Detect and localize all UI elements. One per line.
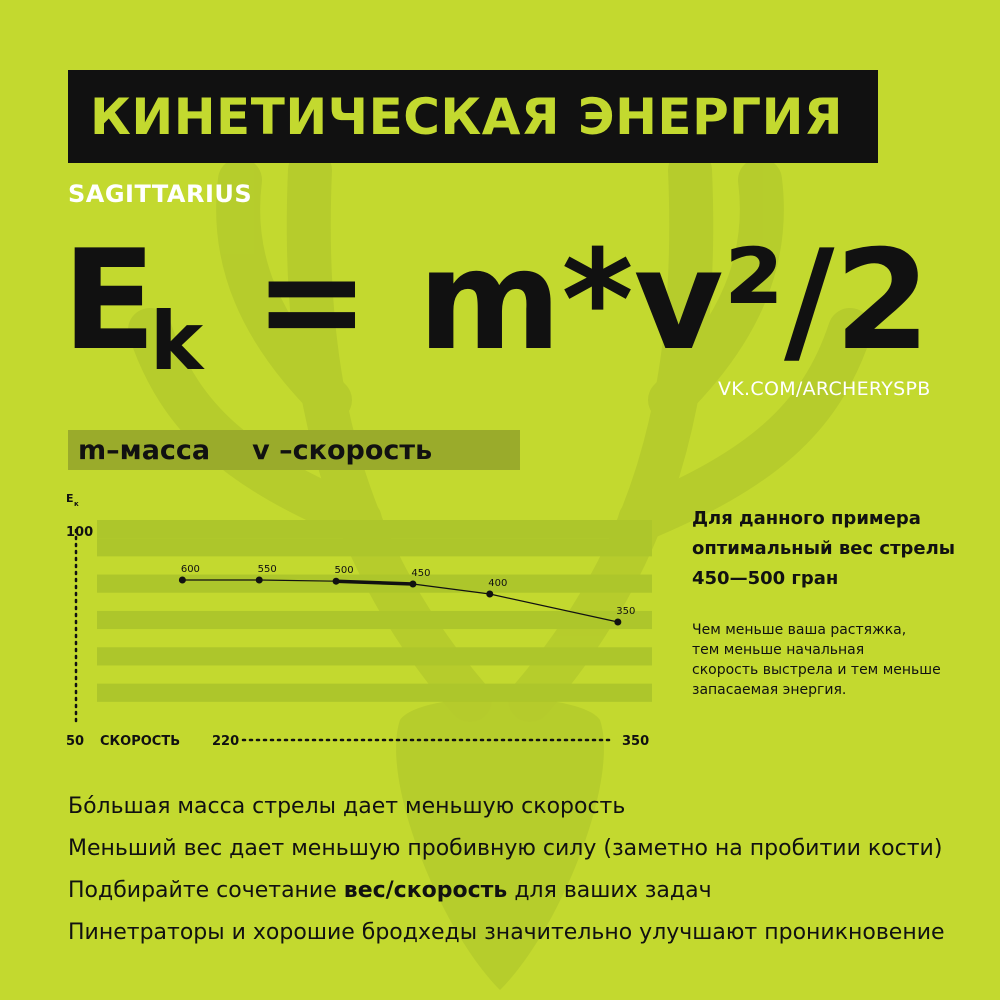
y-axis-label-subscript: к [74, 500, 79, 508]
tip-item: Меньший вес дает меньшую пробивную силу (заметно на пробитии кости) [68, 836, 943, 861]
data-label: 450 [411, 568, 431, 579]
note-line: Чем меньше ваша растяжка, [692, 622, 907, 638]
source-url: VK.COM/ARCHERYSPB [718, 378, 931, 400]
y-tick-label: 50 [66, 734, 85, 749]
tip-text: для ваших задач [507, 878, 712, 903]
tip-item [68, 870, 988, 912]
chart-band [97, 538, 652, 556]
optimal-weight-note [692, 504, 982, 594]
data-point [333, 578, 340, 585]
formula-subscript: k [150, 295, 204, 388]
data-label: 550 [257, 564, 277, 575]
y-axis-label: E [66, 492, 74, 505]
page-title: КИНЕТИЧЕСКАЯ ЭНЕРГИЯ [90, 87, 843, 146]
legend-speed: v –скорость [252, 434, 433, 466]
brand-name: SAGITTARIUS [68, 180, 253, 208]
legend-mass: m–масса [78, 434, 211, 466]
note-line: запасаемая энергия. [692, 682, 847, 698]
note-line: скорость выстрела и тем меньше [692, 662, 941, 678]
formula-lhs: E [62, 220, 157, 381]
tip-text: Подбирайте сочетание [68, 878, 344, 903]
data-label: 500 [334, 565, 354, 577]
data-point [614, 619, 621, 626]
tip-item: Бо́льшая масса стрелы дает меньшую скорость [68, 794, 626, 819]
drawlength-note [692, 620, 982, 700]
chart-band [97, 611, 652, 629]
chart-band [97, 647, 652, 665]
note-line: оптимальный вес стрелы [692, 538, 956, 559]
chart-band [97, 520, 652, 538]
x-axis-label: СКОРОСТЬ [100, 734, 181, 749]
data-label: 350 [616, 606, 636, 617]
tip-item: Пинетраторы и хорошие бродхеды значительно улучшают проникновение [68, 920, 945, 945]
data-point [409, 581, 416, 588]
data-label: 600 [180, 564, 200, 575]
chart-band [97, 684, 652, 702]
data-point [179, 577, 186, 584]
x-tick-label: 350 [622, 734, 650, 749]
tip-emphasis: вес/скорость [343, 878, 508, 903]
data-point [256, 577, 263, 584]
note-line: 450—500 гран [692, 568, 839, 589]
y-tick-label: 100 [66, 525, 94, 540]
data-point [486, 591, 493, 598]
tips-list [68, 786, 988, 954]
note-line: Для данного примера [692, 508, 921, 529]
formula-rhs: = m*v²/2 [254, 220, 931, 381]
note-line: тем меньше начальная [692, 642, 865, 658]
data-label: 400 [488, 578, 508, 589]
x-tick-label: 220 [212, 734, 240, 749]
